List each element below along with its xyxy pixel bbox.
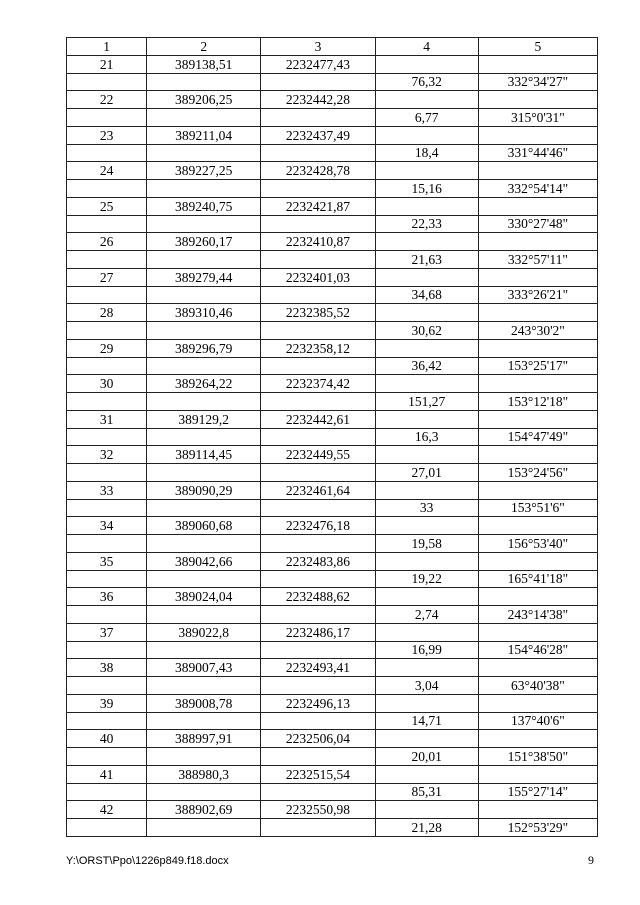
table-row — [67, 765, 598, 783]
y-coordinate-cell — [261, 570, 375, 588]
point-number-cell: 42 — [67, 801, 147, 819]
table-row — [67, 322, 598, 340]
y-coordinate-cell: 2232442,28 — [261, 91, 375, 109]
distance-cell: 19,22 — [375, 570, 478, 588]
distance-cell: 27,01 — [375, 464, 478, 482]
header-cell-x-coordinate: 2 — [147, 38, 261, 56]
y-coordinate-cell — [261, 748, 375, 766]
bearing-cell — [478, 410, 597, 428]
bearing-cell — [478, 339, 597, 357]
x-coordinate-cell: 389296,79 — [147, 339, 261, 357]
x-coordinate-cell — [147, 215, 261, 233]
table-row — [67, 783, 598, 801]
y-coordinate-cell: 2232410,87 — [261, 233, 375, 251]
distance-cell: 18,4 — [375, 144, 478, 162]
x-coordinate-cell: 389090,29 — [147, 481, 261, 499]
bearing-cell — [478, 481, 597, 499]
distance-cell: 2,74 — [375, 606, 478, 624]
y-coordinate-cell — [261, 819, 375, 837]
distance-cell — [375, 517, 478, 535]
bearing-cell — [478, 162, 597, 180]
point-number-cell — [67, 286, 147, 304]
distance-cell: 85,31 — [375, 783, 478, 801]
bearing-cell: 153°51'6" — [478, 499, 597, 517]
table-row — [67, 659, 598, 677]
x-coordinate-cell: 389240,75 — [147, 197, 261, 215]
bearing-cell — [478, 446, 597, 464]
bearing-cell — [478, 375, 597, 393]
bearing-cell: 315°0'31" — [478, 109, 597, 127]
bearing-cell: 332°57'11" — [478, 251, 597, 269]
table-row — [67, 730, 598, 748]
table-row — [67, 410, 598, 428]
table-row — [67, 623, 598, 641]
x-coordinate-cell — [147, 393, 261, 411]
distance-cell — [375, 162, 478, 180]
point-number-cell — [67, 499, 147, 517]
point-number-cell: 40 — [67, 730, 147, 748]
table-row — [67, 712, 598, 730]
table-row — [67, 215, 598, 233]
bearing-cell: 332°54'14" — [478, 180, 597, 198]
distance-cell: 14,71 — [375, 712, 478, 730]
distance-cell — [375, 91, 478, 109]
y-coordinate-cell: 2232515,54 — [261, 765, 375, 783]
table-row — [67, 552, 598, 570]
x-coordinate-cell — [147, 251, 261, 269]
distance-cell — [375, 730, 478, 748]
table-row — [67, 180, 598, 198]
y-coordinate-cell: 2232486,17 — [261, 623, 375, 641]
distance-cell: 3,04 — [375, 677, 478, 695]
y-coordinate-cell — [261, 712, 375, 730]
table-row — [67, 535, 598, 553]
distance-cell — [375, 694, 478, 712]
y-coordinate-cell — [261, 393, 375, 411]
point-number-cell: 34 — [67, 517, 147, 535]
table-row — [67, 446, 598, 464]
bearing-cell — [478, 517, 597, 535]
distance-cell: 36,42 — [375, 357, 478, 375]
x-coordinate-cell: 389264,22 — [147, 375, 261, 393]
point-number-cell — [67, 251, 147, 269]
bearing-cell — [478, 304, 597, 322]
bearing-cell: 155°27'14" — [478, 783, 597, 801]
x-coordinate-cell: 389129,2 — [147, 410, 261, 428]
x-coordinate-cell — [147, 783, 261, 801]
x-coordinate-cell — [147, 712, 261, 730]
x-coordinate-cell: 389211,04 — [147, 126, 261, 144]
table-row — [67, 694, 598, 712]
table-row — [67, 144, 598, 162]
point-number-cell: 24 — [67, 162, 147, 180]
y-coordinate-cell: 2232488,62 — [261, 588, 375, 606]
point-number-cell — [67, 783, 147, 801]
bearing-cell — [478, 268, 597, 286]
x-coordinate-cell: 388980,3 — [147, 765, 261, 783]
distance-cell: 21,28 — [375, 819, 478, 837]
x-coordinate-cell: 389022,8 — [147, 623, 261, 641]
distance-cell — [375, 481, 478, 499]
y-coordinate-cell: 2232550,98 — [261, 801, 375, 819]
table-row — [67, 481, 598, 499]
y-coordinate-cell — [261, 286, 375, 304]
x-coordinate-cell — [147, 819, 261, 837]
table-body — [67, 55, 598, 836]
table-row — [67, 428, 598, 446]
bearing-cell: 332°34'27" — [478, 73, 597, 91]
y-coordinate-cell — [261, 322, 375, 340]
table-row — [67, 393, 598, 411]
x-coordinate-cell — [147, 641, 261, 659]
table-header — [67, 38, 598, 56]
distance-cell: 22,33 — [375, 215, 478, 233]
bearing-cell — [478, 730, 597, 748]
point-number-cell: 33 — [67, 481, 147, 499]
y-coordinate-cell: 2232421,87 — [261, 197, 375, 215]
table-row — [67, 109, 598, 127]
distance-cell: 30,62 — [375, 322, 478, 340]
point-number-cell: 22 — [67, 91, 147, 109]
y-coordinate-cell — [261, 251, 375, 269]
bearing-cell: 154°46'28" — [478, 641, 597, 659]
distance-cell — [375, 233, 478, 251]
y-coordinate-cell — [261, 783, 375, 801]
x-coordinate-cell: 389227,25 — [147, 162, 261, 180]
bearing-cell — [478, 233, 597, 251]
point-number-cell: 23 — [67, 126, 147, 144]
distance-cell: 16,99 — [375, 641, 478, 659]
bearing-cell: 330°27'48" — [478, 215, 597, 233]
distance-cell — [375, 801, 478, 819]
bearing-cell: 137°40'6" — [478, 712, 597, 730]
y-coordinate-cell: 2232496,13 — [261, 694, 375, 712]
point-number-cell: 28 — [67, 304, 147, 322]
x-coordinate-cell: 389008,78 — [147, 694, 261, 712]
y-coordinate-cell — [261, 73, 375, 91]
table-row — [67, 55, 598, 73]
bearing-cell: 243°14'38" — [478, 606, 597, 624]
point-number-cell — [67, 144, 147, 162]
y-coordinate-cell: 2232476,18 — [261, 517, 375, 535]
x-coordinate-cell: 389206,25 — [147, 91, 261, 109]
distance-cell — [375, 268, 478, 286]
table-row — [67, 819, 598, 837]
bearing-cell: 154°47'49" — [478, 428, 597, 446]
x-coordinate-cell: 388997,91 — [147, 730, 261, 748]
x-coordinate-cell — [147, 322, 261, 340]
distance-cell: 33 — [375, 499, 478, 517]
point-number-cell: 30 — [67, 375, 147, 393]
table-row — [67, 588, 598, 606]
table-row — [67, 464, 598, 482]
point-number-cell — [67, 73, 147, 91]
point-number-cell — [67, 322, 147, 340]
distance-cell: 34,68 — [375, 286, 478, 304]
table-row — [67, 268, 598, 286]
y-coordinate-cell — [261, 677, 375, 695]
y-coordinate-cell — [261, 428, 375, 446]
point-number-cell: 38 — [67, 659, 147, 677]
point-number-cell — [67, 606, 147, 624]
bearing-cell — [478, 197, 597, 215]
x-coordinate-cell: 389042,66 — [147, 552, 261, 570]
distance-cell — [375, 410, 478, 428]
distance-cell — [375, 304, 478, 322]
point-number-cell — [67, 428, 147, 446]
table-row — [67, 517, 598, 535]
y-coordinate-cell — [261, 215, 375, 233]
bearing-cell — [478, 694, 597, 712]
x-coordinate-cell — [147, 570, 261, 588]
distance-cell — [375, 765, 478, 783]
point-number-cell: 39 — [67, 694, 147, 712]
x-coordinate-cell — [147, 286, 261, 304]
table-row — [67, 801, 598, 819]
bearing-cell: 333°26'21" — [478, 286, 597, 304]
x-coordinate-cell — [147, 144, 261, 162]
point-number-cell — [67, 748, 147, 766]
point-number-cell: 26 — [67, 233, 147, 251]
distance-cell — [375, 55, 478, 73]
y-coordinate-cell: 2232401,03 — [261, 268, 375, 286]
distance-cell — [375, 197, 478, 215]
x-coordinate-cell — [147, 180, 261, 198]
point-number-cell — [67, 819, 147, 837]
table-row — [67, 499, 598, 517]
bearing-cell — [478, 659, 597, 677]
x-coordinate-cell — [147, 606, 261, 624]
y-coordinate-cell — [261, 464, 375, 482]
x-coordinate-cell: 389260,17 — [147, 233, 261, 251]
y-coordinate-cell — [261, 499, 375, 517]
point-number-cell: 29 — [67, 339, 147, 357]
x-coordinate-cell — [147, 357, 261, 375]
y-coordinate-cell: 2232477,43 — [261, 55, 375, 73]
distance-cell — [375, 659, 478, 677]
point-number-cell: 25 — [67, 197, 147, 215]
y-coordinate-cell: 2232358,12 — [261, 339, 375, 357]
point-number-cell: 27 — [67, 268, 147, 286]
point-number-cell: 31 — [67, 410, 147, 428]
header-cell-point-number: 1 — [67, 38, 147, 56]
y-coordinate-cell — [261, 641, 375, 659]
table-row — [67, 73, 598, 91]
y-coordinate-cell: 2232437,49 — [261, 126, 375, 144]
x-coordinate-cell — [147, 464, 261, 482]
table-row — [67, 251, 598, 269]
x-coordinate-cell — [147, 73, 261, 91]
x-coordinate-cell — [147, 499, 261, 517]
distance-cell: 151,27 — [375, 393, 478, 411]
distance-cell — [375, 623, 478, 641]
table-row — [67, 91, 598, 109]
distance-cell — [375, 552, 478, 570]
point-number-cell: 37 — [67, 623, 147, 641]
y-coordinate-cell — [261, 606, 375, 624]
x-coordinate-cell — [147, 535, 261, 553]
bearing-cell — [478, 801, 597, 819]
distance-cell: 21,63 — [375, 251, 478, 269]
point-number-cell — [67, 180, 147, 198]
table-header-row — [67, 38, 598, 56]
bearing-cell: 153°25'17" — [478, 357, 597, 375]
bearing-cell: 243°30'2" — [478, 322, 597, 340]
point-number-cell — [67, 712, 147, 730]
bearing-cell — [478, 126, 597, 144]
bearing-cell — [478, 552, 597, 570]
distance-cell: 15,16 — [375, 180, 478, 198]
point-number-cell — [67, 357, 147, 375]
x-coordinate-cell — [147, 677, 261, 695]
bearing-cell: 151°38'50" — [478, 748, 597, 766]
x-coordinate-cell: 389060,68 — [147, 517, 261, 535]
table-row — [67, 233, 598, 251]
x-coordinate-cell: 389114,45 — [147, 446, 261, 464]
table-row — [67, 197, 598, 215]
y-coordinate-cell: 2232374,42 — [261, 375, 375, 393]
point-number-cell — [67, 641, 147, 659]
y-coordinate-cell: 2232461,64 — [261, 481, 375, 499]
x-coordinate-cell — [147, 109, 261, 127]
table-row — [67, 339, 598, 357]
table-row — [67, 606, 598, 624]
distance-cell — [375, 375, 478, 393]
distance-cell — [375, 588, 478, 606]
point-number-cell: 36 — [67, 588, 147, 606]
bearing-cell — [478, 588, 597, 606]
distance-cell — [375, 126, 478, 144]
bearing-cell — [478, 91, 597, 109]
y-coordinate-cell — [261, 535, 375, 553]
header-cell-distance: 4 — [375, 38, 478, 56]
x-coordinate-cell — [147, 748, 261, 766]
table-row — [67, 677, 598, 695]
y-coordinate-cell: 2232493,41 — [261, 659, 375, 677]
table-row — [67, 375, 598, 393]
bearing-cell: 153°12'18" — [478, 393, 597, 411]
point-number-cell: 21 — [67, 55, 147, 73]
distance-cell: 16,3 — [375, 428, 478, 446]
y-coordinate-cell: 2232428,78 — [261, 162, 375, 180]
bearing-cell: 152°53'29" — [478, 819, 597, 837]
footer-file-path: Y:\ORST\Ppo\1226p849.f18.docx — [66, 855, 229, 867]
point-number-cell: 35 — [67, 552, 147, 570]
y-coordinate-cell — [261, 109, 375, 127]
x-coordinate-cell: 388902,69 — [147, 801, 261, 819]
point-number-cell — [67, 464, 147, 482]
point-number-cell — [67, 535, 147, 553]
distance-cell: 19,58 — [375, 535, 478, 553]
point-number-cell — [67, 570, 147, 588]
distance-cell — [375, 339, 478, 357]
table-row — [67, 126, 598, 144]
y-coordinate-cell: 2232483,86 — [261, 552, 375, 570]
point-number-cell — [67, 393, 147, 411]
point-number-cell — [67, 677, 147, 695]
bearing-cell: 331°44'46" — [478, 144, 597, 162]
x-coordinate-cell: 389024,04 — [147, 588, 261, 606]
x-coordinate-cell: 389279,44 — [147, 268, 261, 286]
point-number-cell: 32 — [67, 446, 147, 464]
header-cell-bearing: 5 — [478, 38, 597, 56]
point-number-cell — [67, 109, 147, 127]
table-row — [67, 748, 598, 766]
y-coordinate-cell: 2232442,61 — [261, 410, 375, 428]
page-number: 9 — [588, 853, 594, 867]
bearing-cell: 165°41'18" — [478, 570, 597, 588]
y-coordinate-cell — [261, 144, 375, 162]
table-row — [67, 641, 598, 659]
table-row — [67, 286, 598, 304]
coordinates-table — [66, 37, 598, 837]
bearing-cell: 63°40'38" — [478, 677, 597, 695]
x-coordinate-cell — [147, 428, 261, 446]
point-number-cell — [67, 215, 147, 233]
bearing-cell — [478, 55, 597, 73]
y-coordinate-cell — [261, 357, 375, 375]
y-coordinate-cell: 2232506,04 — [261, 730, 375, 748]
table-row — [67, 162, 598, 180]
table-row — [67, 570, 598, 588]
table-row — [67, 357, 598, 375]
y-coordinate-cell: 2232385,52 — [261, 304, 375, 322]
bearing-cell: 156°53'40" — [478, 535, 597, 553]
distance-cell — [375, 446, 478, 464]
distance-cell: 6,77 — [375, 109, 478, 127]
point-number-cell: 41 — [67, 765, 147, 783]
distance-cell: 20,01 — [375, 748, 478, 766]
x-coordinate-cell: 389310,46 — [147, 304, 261, 322]
y-coordinate-cell: 2232449,55 — [261, 446, 375, 464]
bearing-cell: 153°24'56" — [478, 464, 597, 482]
table-row — [67, 304, 598, 322]
bearing-cell — [478, 765, 597, 783]
bearing-cell — [478, 623, 597, 641]
header-cell-y-coordinate: 3 — [261, 38, 375, 56]
x-coordinate-cell: 389138,51 — [147, 55, 261, 73]
distance-cell: 76,32 — [375, 73, 478, 91]
x-coordinate-cell: 389007,43 — [147, 659, 261, 677]
y-coordinate-cell — [261, 180, 375, 198]
